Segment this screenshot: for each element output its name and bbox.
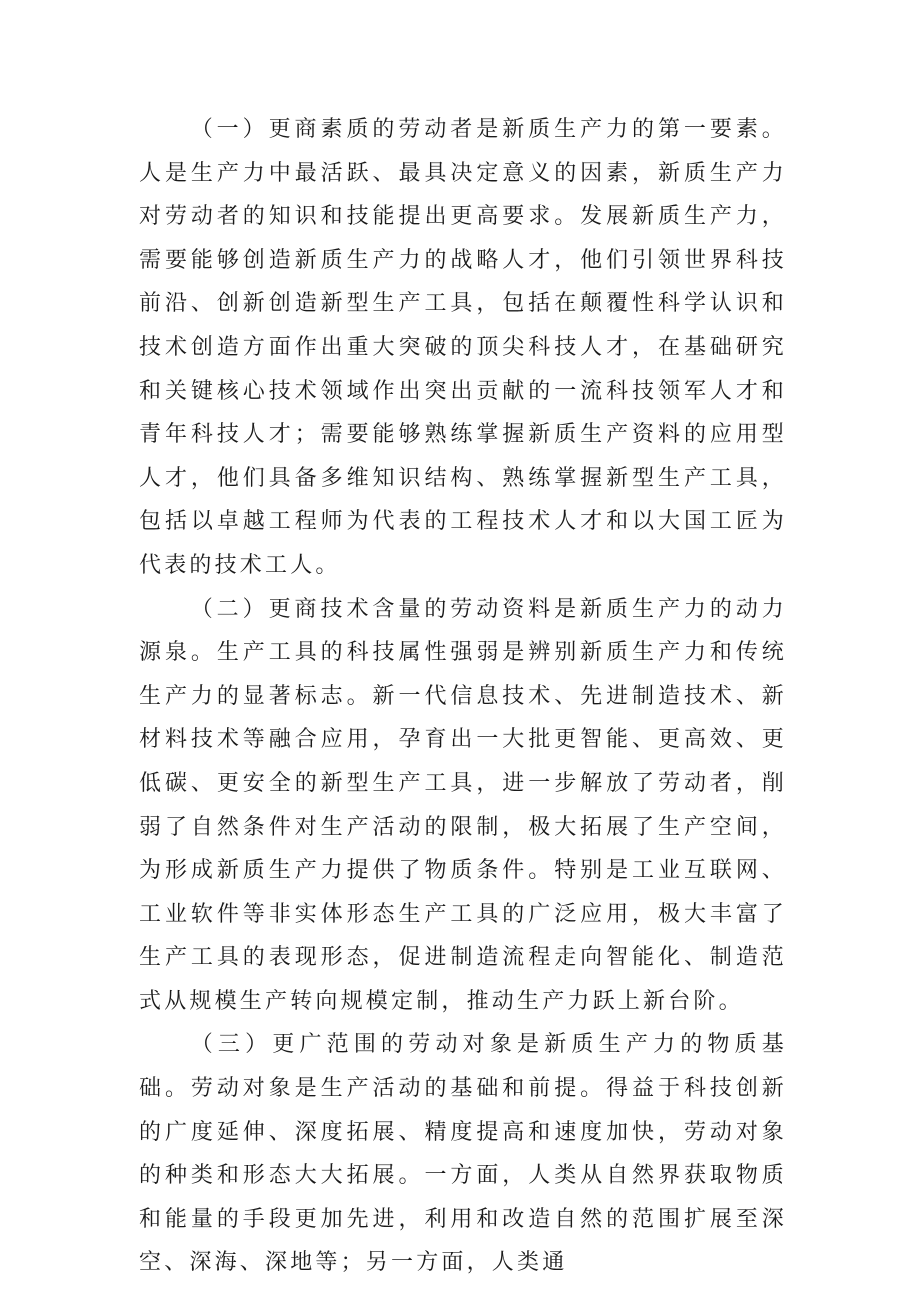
paragraph-2: （二）更商技术含量的劳动资料是新质生产力的动力源泉。生产工具的科技属性强弱是辨别新质生产力和传统生产力的显著标志。新一代信息技术、先进制造技术、新材料技术等融合应用，孕育出一大批更智能、更高效、更低碳、更安全的新型生产工具，进一步解放了劳动者，削弱了自然条件对生产活动的限制，极大拓展了生产空间，为形成新质生产力提供了物质条件。特别是工业互联网、工业软件等非实体形态生产工具的广泛应用，极大丰富了生产工具的表现形态，促进制造流程走向智能化、制造范式从规模生产转向规模定制，推动生产力跃上新台阶。: [139, 596, 787, 1014]
document-body: [139, 108, 787, 1285]
paragraph-1: （一）更商素质的劳动者是新质生产力的第一要素。人是生产力中最活跃、最具决定意义的因素，新质生产力对劳动者的知识和技能提出更高要求。发展新质生产力，需要能够创造新质生产力的战略人才，他们引领世界科技前沿、创新创造新型生产工具，包括在颠覆性科学认识和技术创造方面作出重大突破的顶尖科技人才，在基础研究和关键核心技术领域作出突出贡献的一流科技领军人才和青年科技人才；需要能够熟练掌握新质生产资料的应用型人才，他们具备多维知识结构、熟练掌握新型生产工具，包括以卓越工程师为代表的工程技术人才和以大国工匠为代表的技术工人。: [139, 117, 787, 578]
paragraph-3: （三）更广范围的劳动对象是新质生产力的物质基础。劳动对象是生产活动的基础和前提。得益于科技创新的广度延伸、深度拓展、精度提高和速度加快，劳动对象的种类和形态大大拓展。一方面，人类从自然界获取物质和能量的手段更加先进，利用和改造自然的范围扩展至深空、深海、深地等；另一方面，人类通: [139, 1032, 787, 1276]
